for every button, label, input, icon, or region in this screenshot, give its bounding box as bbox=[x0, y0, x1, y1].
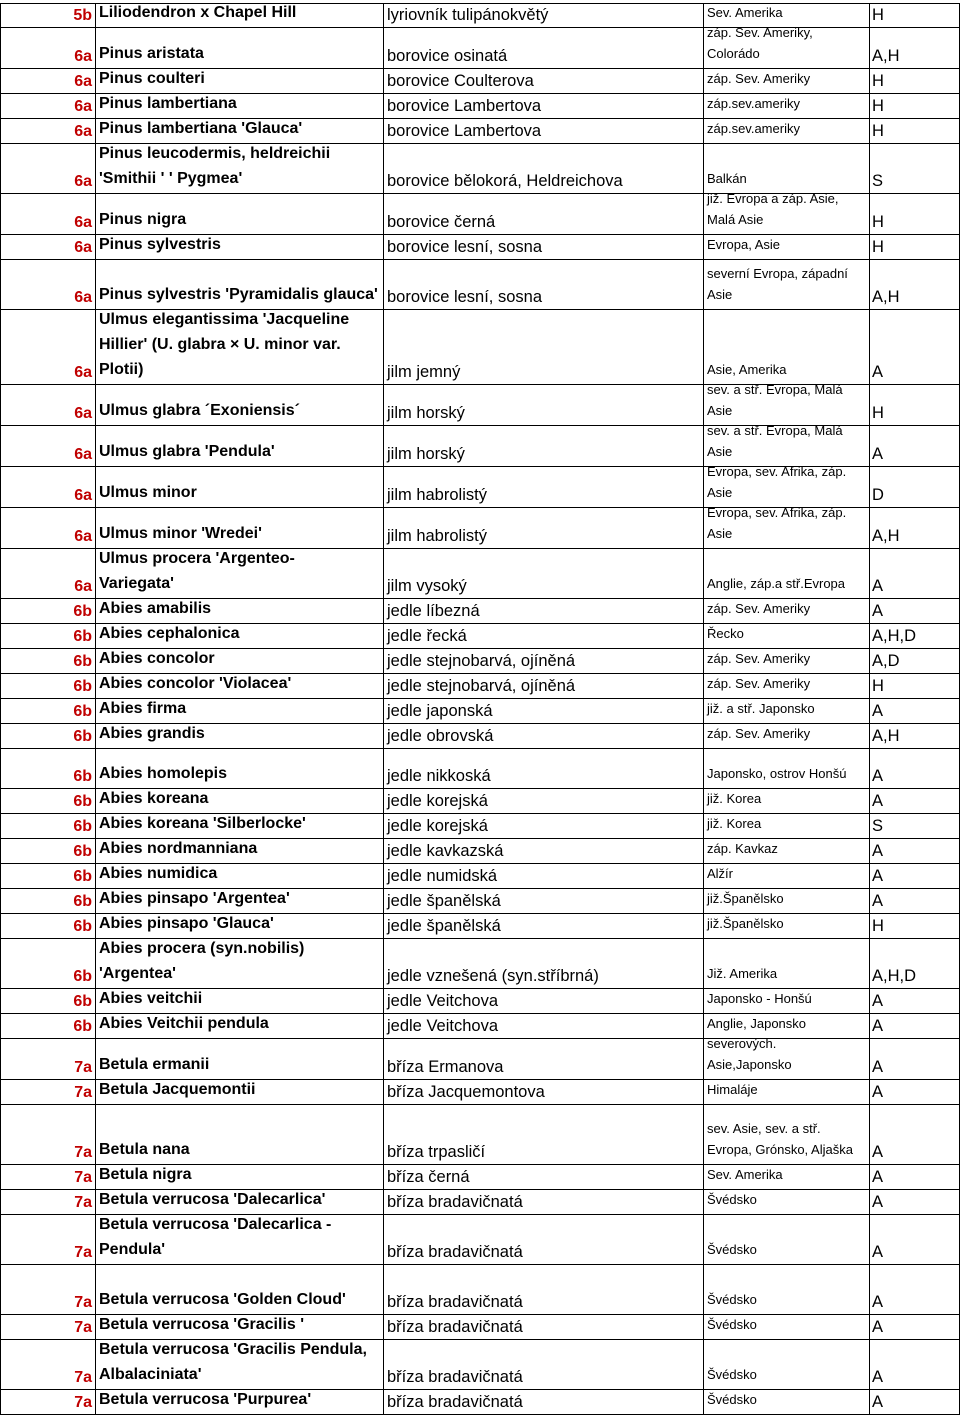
table-row bbox=[0, 599, 960, 624]
origin-cell: Anglie, Japonsko bbox=[704, 1014, 870, 1038]
use-cell: A bbox=[870, 310, 960, 384]
zone-cell: 7a bbox=[0, 1340, 96, 1389]
origin-cell: Alžír bbox=[704, 864, 870, 888]
zone-cell: 7a bbox=[0, 1390, 96, 1414]
zone-cell: 6a bbox=[0, 235, 96, 259]
use-cell: A,D bbox=[870, 649, 960, 673]
origin-cell: Řecko bbox=[704, 624, 870, 648]
use-cell: A bbox=[870, 839, 960, 863]
czech-name-cell: bříza bradavičnatá bbox=[384, 1390, 704, 1414]
czech-name-cell: jedle kavkazská bbox=[384, 839, 704, 863]
use-cell: A bbox=[870, 1165, 960, 1189]
table-row bbox=[0, 94, 960, 119]
zone-cell: 6a bbox=[0, 119, 96, 143]
latin-name-cell: Betula verrucosa 'Dalecarlica - Pendula' bbox=[96, 1215, 384, 1264]
latin-name-cell: Abies amabilis bbox=[96, 599, 384, 623]
table-row bbox=[0, 310, 960, 385]
czech-name-cell: bříza bradavičnatá bbox=[384, 1340, 704, 1389]
czech-name-cell: borovice lesní, sosna bbox=[384, 235, 704, 259]
origin-cell: záp. Sev. Ameriky, Colorádo bbox=[704, 28, 870, 68]
origin-cell: záp.sev.ameriky bbox=[704, 94, 870, 118]
origin-cell: záp. Kavkaz bbox=[704, 839, 870, 863]
zone-cell: 6b bbox=[0, 864, 96, 888]
use-cell: A bbox=[870, 549, 960, 598]
zone-cell: 7a bbox=[0, 1215, 96, 1264]
latin-name-cell: Abies pinsapo 'Argentea' bbox=[96, 889, 384, 913]
origin-cell: Japonsko, ostrov Honšú bbox=[704, 749, 870, 788]
zone-cell: 6a bbox=[0, 310, 96, 384]
latin-name-cell: Ulmus procera 'Argenteo- Variegata' bbox=[96, 549, 384, 598]
latin-name-cell: Pinus sylvestris 'Pyramidalis glauca' bbox=[96, 260, 384, 309]
table-row bbox=[0, 508, 960, 549]
czech-name-cell: jedle španělská bbox=[384, 889, 704, 913]
czech-name-cell: jilm habrolistý bbox=[384, 508, 704, 548]
zone-cell: 6b bbox=[0, 789, 96, 813]
latin-name-cell: Abies nordmanniana bbox=[96, 839, 384, 863]
table-row bbox=[0, 194, 960, 235]
use-cell: A bbox=[870, 749, 960, 788]
zone-cell: 6b bbox=[0, 814, 96, 838]
latin-name-cell: Abies veitchii bbox=[96, 989, 384, 1013]
table-row bbox=[0, 260, 960, 310]
table-row bbox=[0, 385, 960, 426]
table-row bbox=[0, 28, 960, 69]
origin-cell: Evropa, sev. Afrika, záp. Asie bbox=[704, 467, 870, 507]
table-row bbox=[0, 426, 960, 467]
table-row bbox=[0, 789, 960, 814]
origin-cell: Japonsko - Honšú bbox=[704, 989, 870, 1013]
use-cell: H bbox=[870, 94, 960, 118]
table-row bbox=[0, 1265, 960, 1315]
origin-cell: již.Španělsko bbox=[704, 914, 870, 938]
table-row bbox=[0, 649, 960, 674]
czech-name-cell: jedle stejnobarvá, ojíněná bbox=[384, 649, 704, 673]
use-cell: A,H bbox=[870, 724, 960, 748]
latin-name-cell: Ulmus glabra ´Exoniensis´ bbox=[96, 385, 384, 425]
table-row bbox=[0, 144, 960, 194]
origin-cell: již. Evropa a záp. Asie, Malá Asie bbox=[704, 194, 870, 234]
latin-name-cell: Abies pinsapo 'Glauca' bbox=[96, 914, 384, 938]
zone-cell: 6b bbox=[0, 724, 96, 748]
latin-name-cell: Abies Veitchii pendula bbox=[96, 1014, 384, 1038]
zone-cell: 6a bbox=[0, 144, 96, 193]
latin-name-cell: Betula Jacquemontii bbox=[96, 1080, 384, 1104]
use-cell: A bbox=[870, 1190, 960, 1214]
czech-name-cell: bříza Ermanova bbox=[384, 1039, 704, 1079]
origin-cell: záp. Sev. Ameriky bbox=[704, 599, 870, 623]
use-cell: A bbox=[870, 426, 960, 466]
origin-cell: severní Evropa, západní Asie bbox=[704, 260, 870, 309]
origin-cell: Švédsko bbox=[704, 1340, 870, 1389]
origin-cell: Švédsko bbox=[704, 1265, 870, 1314]
origin-cell: záp. Sev. Ameriky bbox=[704, 649, 870, 673]
origin-cell: Himaláje bbox=[704, 1080, 870, 1104]
zone-cell: 6a bbox=[0, 385, 96, 425]
czech-name-cell: bříza bradavičnatá bbox=[384, 1265, 704, 1314]
latin-name-cell: Abies cephalonica bbox=[96, 624, 384, 648]
table-row bbox=[0, 1315, 960, 1340]
latin-name-cell: Betula verrucosa 'Gracilis Pendula, Albalaciniata' bbox=[96, 1340, 384, 1389]
use-cell: A bbox=[870, 1265, 960, 1314]
czech-name-cell: jedle líbezná bbox=[384, 599, 704, 623]
czech-name-cell: borovice Lambertova bbox=[384, 94, 704, 118]
zone-cell: 6a bbox=[0, 69, 96, 93]
table-row bbox=[0, 1014, 960, 1039]
use-cell: A bbox=[870, 1340, 960, 1389]
latin-name-cell: Abies grandis bbox=[96, 724, 384, 748]
origin-cell: záp. Sev. Ameriky bbox=[704, 724, 870, 748]
use-cell: A bbox=[870, 1105, 960, 1164]
zone-cell: 6a bbox=[0, 426, 96, 466]
use-cell: A bbox=[870, 699, 960, 723]
origin-cell: Evropa, sev. Afrika, záp. Asie bbox=[704, 508, 870, 548]
zone-cell: 6a bbox=[0, 260, 96, 309]
table-row bbox=[0, 1215, 960, 1265]
czech-name-cell: jilm horský bbox=[384, 385, 704, 425]
table-row bbox=[0, 724, 960, 749]
latin-name-cell: Betula ermanii bbox=[96, 1039, 384, 1079]
use-cell: A bbox=[870, 1390, 960, 1414]
czech-name-cell: jedle vznešená (syn.stříbrná) bbox=[384, 939, 704, 988]
origin-cell: již. a stř. Japonsko bbox=[704, 699, 870, 723]
origin-cell: Sev. Amerika bbox=[704, 1165, 870, 1189]
table-row bbox=[0, 939, 960, 989]
use-cell: A,H,D bbox=[870, 624, 960, 648]
latin-name-cell: Abies numidica bbox=[96, 864, 384, 888]
latin-name-cell: Liliodendron x Chapel Hill bbox=[96, 4, 384, 27]
use-cell: A bbox=[870, 1039, 960, 1079]
zone-cell: 7a bbox=[0, 1165, 96, 1189]
czech-name-cell: borovice černá bbox=[384, 194, 704, 234]
origin-cell: severových. Asie,Japonsko bbox=[704, 1039, 870, 1079]
czech-name-cell: bříza trpasličí bbox=[384, 1105, 704, 1164]
origin-cell: záp. Sev. Ameriky bbox=[704, 69, 870, 93]
zone-cell: 6b bbox=[0, 674, 96, 698]
czech-name-cell: jedle numidská bbox=[384, 864, 704, 888]
zone-cell: 7a bbox=[0, 1080, 96, 1104]
zone-cell: 6a bbox=[0, 467, 96, 507]
latin-name-cell: Pinus sylvestris bbox=[96, 235, 384, 259]
czech-name-cell: lyriovník tulipánokvětý bbox=[384, 4, 704, 27]
zone-cell: 6b bbox=[0, 914, 96, 938]
use-cell: D bbox=[870, 467, 960, 507]
latin-name-cell: Pinus nigra bbox=[96, 194, 384, 234]
czech-name-cell: bříza bradavičnatá bbox=[384, 1190, 704, 1214]
zone-cell: 6b bbox=[0, 599, 96, 623]
latin-name-cell: Abies homolepis bbox=[96, 749, 384, 788]
use-cell: A bbox=[870, 1215, 960, 1264]
use-cell: A bbox=[870, 1014, 960, 1038]
origin-cell: Asie, Amerika bbox=[704, 310, 870, 384]
origin-cell: již. Korea bbox=[704, 789, 870, 813]
czech-name-cell: jedle nikkoská bbox=[384, 749, 704, 788]
table-row bbox=[0, 3, 960, 28]
latin-name-cell: Pinus leucodermis, heldreichii 'Smithii ' ' Pygmea' bbox=[96, 144, 384, 193]
zone-cell: 6b bbox=[0, 699, 96, 723]
czech-name-cell: jedle Veitchova bbox=[384, 1014, 704, 1038]
origin-cell: záp. Sev. Ameriky bbox=[704, 674, 870, 698]
table-row bbox=[0, 624, 960, 649]
use-cell: A bbox=[870, 889, 960, 913]
origin-cell: již.Španělsko bbox=[704, 889, 870, 913]
table-row bbox=[0, 1080, 960, 1105]
czech-name-cell: jedle japonská bbox=[384, 699, 704, 723]
use-cell: A bbox=[870, 599, 960, 623]
use-cell: H bbox=[870, 194, 960, 234]
zone-cell: 6a bbox=[0, 508, 96, 548]
use-cell: S bbox=[870, 144, 960, 193]
latin-name-cell: Abies firma bbox=[96, 699, 384, 723]
table-row bbox=[0, 1390, 960, 1415]
table-row bbox=[0, 69, 960, 94]
czech-name-cell: jedle korejská bbox=[384, 789, 704, 813]
latin-name-cell: Ulmus elegantissima 'Jacqueline Hillier' (U. glabra × U. minor var. Plotii) bbox=[96, 310, 384, 384]
czech-name-cell: jilm jemný bbox=[384, 310, 704, 384]
use-cell: A,H bbox=[870, 28, 960, 68]
origin-cell: sev. a stř. Evropa, Malá Asie bbox=[704, 426, 870, 466]
table-row bbox=[0, 864, 960, 889]
table-row bbox=[0, 914, 960, 939]
origin-cell: Švédsko bbox=[704, 1390, 870, 1414]
latin-name-cell: Ulmus minor bbox=[96, 467, 384, 507]
use-cell: H bbox=[870, 4, 960, 27]
table-row bbox=[0, 235, 960, 260]
use-cell: H bbox=[870, 69, 960, 93]
table-row bbox=[0, 1165, 960, 1190]
czech-name-cell: jilm vysoký bbox=[384, 549, 704, 598]
table-row bbox=[0, 1190, 960, 1215]
origin-cell: Sev. Amerika bbox=[704, 4, 870, 27]
origin-cell: Evropa, Asie bbox=[704, 235, 870, 259]
czech-name-cell: jilm habrolistý bbox=[384, 467, 704, 507]
use-cell: A bbox=[870, 789, 960, 813]
czech-name-cell: bříza Jacquemontova bbox=[384, 1080, 704, 1104]
zone-cell: 6b bbox=[0, 939, 96, 988]
table-row bbox=[0, 839, 960, 864]
zone-cell: 5b bbox=[0, 4, 96, 27]
zone-cell: 7a bbox=[0, 1190, 96, 1214]
czech-name-cell: jedle řecká bbox=[384, 624, 704, 648]
table-row bbox=[0, 814, 960, 839]
latin-name-cell: Betula verrucosa 'Purpurea' bbox=[96, 1390, 384, 1414]
origin-cell: Švédsko bbox=[704, 1315, 870, 1339]
zone-cell: 6b bbox=[0, 839, 96, 863]
latin-name-cell: Betula verrucosa 'Dalecarlica' bbox=[96, 1190, 384, 1214]
zone-cell: 6b bbox=[0, 989, 96, 1013]
table-row bbox=[0, 1105, 960, 1165]
zone-cell: 6a bbox=[0, 194, 96, 234]
czech-name-cell: jedle korejská bbox=[384, 814, 704, 838]
czech-name-cell: borovice osinatá bbox=[384, 28, 704, 68]
origin-cell: sev. a stř. Evropa, Malá Asie bbox=[704, 385, 870, 425]
table-row bbox=[0, 889, 960, 914]
origin-cell: záp.sev.ameriky bbox=[704, 119, 870, 143]
use-cell: H bbox=[870, 235, 960, 259]
czech-name-cell: jedle obrovská bbox=[384, 724, 704, 748]
use-cell: A,H bbox=[870, 508, 960, 548]
table-row bbox=[0, 549, 960, 599]
czech-name-cell: jedle španělská bbox=[384, 914, 704, 938]
table-row bbox=[0, 119, 960, 144]
latin-name-cell: Betula nigra bbox=[96, 1165, 384, 1189]
latin-name-cell: Pinus lambertiana bbox=[96, 94, 384, 118]
latin-name-cell: Abies concolor 'Violacea' bbox=[96, 674, 384, 698]
table-row bbox=[0, 467, 960, 508]
latin-name-cell: Pinus aristata bbox=[96, 28, 384, 68]
czech-name-cell: borovice lesní, sosna bbox=[384, 260, 704, 309]
latin-name-cell: Ulmus minor 'Wredei' bbox=[96, 508, 384, 548]
origin-cell: Švédsko bbox=[704, 1190, 870, 1214]
czech-name-cell: jilm horský bbox=[384, 426, 704, 466]
zone-cell: 6b bbox=[0, 624, 96, 648]
latin-name-cell: Ulmus glabra 'Pendula' bbox=[96, 426, 384, 466]
latin-name-cell: Abies koreana 'Silberlocke' bbox=[96, 814, 384, 838]
origin-cell: sev. Asie, sev. a stř. Evropa, Grónsko, Aljaška bbox=[704, 1105, 870, 1164]
latin-name-cell: Abies concolor bbox=[96, 649, 384, 673]
table-row bbox=[0, 674, 960, 699]
origin-cell: Anglie, záp.a stř.Evropa bbox=[704, 549, 870, 598]
latin-name-cell: Abies procera (syn.nobilis) 'Argentea' bbox=[96, 939, 384, 988]
zone-cell: 7a bbox=[0, 1315, 96, 1339]
zone-cell: 6a bbox=[0, 28, 96, 68]
czech-name-cell: jedle stejnobarvá, ojíněná bbox=[384, 674, 704, 698]
zone-cell: 6b bbox=[0, 749, 96, 788]
czech-name-cell: borovice Lambertova bbox=[384, 119, 704, 143]
use-cell: S bbox=[870, 814, 960, 838]
use-cell: A,H,D bbox=[870, 939, 960, 988]
use-cell: A,H bbox=[870, 260, 960, 309]
table-row bbox=[0, 749, 960, 789]
czech-name-cell: borovice Coulterova bbox=[384, 69, 704, 93]
czech-name-cell: bříza bradavičnatá bbox=[384, 1215, 704, 1264]
origin-cell: Již. Amerika bbox=[704, 939, 870, 988]
czech-name-cell: bříza černá bbox=[384, 1165, 704, 1189]
zone-cell: 7a bbox=[0, 1105, 96, 1164]
latin-name-cell: Betula verrucosa 'Golden Cloud' bbox=[96, 1265, 384, 1314]
czech-name-cell: bříza bradavičnatá bbox=[384, 1315, 704, 1339]
use-cell: H bbox=[870, 674, 960, 698]
zone-cell: 6a bbox=[0, 94, 96, 118]
origin-cell: Švédsko bbox=[704, 1215, 870, 1264]
table-row bbox=[0, 1039, 960, 1080]
table-row bbox=[0, 699, 960, 724]
zone-cell: 7a bbox=[0, 1265, 96, 1314]
zone-cell: 7a bbox=[0, 1039, 96, 1079]
use-cell: A bbox=[870, 1315, 960, 1339]
zone-cell: 6a bbox=[0, 549, 96, 598]
use-cell: H bbox=[870, 914, 960, 938]
zone-cell: 6b bbox=[0, 649, 96, 673]
zone-cell: 6b bbox=[0, 1014, 96, 1038]
table-row bbox=[0, 1340, 960, 1390]
table-row bbox=[0, 989, 960, 1014]
latin-name-cell: Betula nana bbox=[96, 1105, 384, 1164]
latin-name-cell: Pinus coulteri bbox=[96, 69, 384, 93]
czech-name-cell: borovice bělokorá, Heldreichova bbox=[384, 144, 704, 193]
zone-cell: 6b bbox=[0, 889, 96, 913]
latin-name-cell: Abies koreana bbox=[96, 789, 384, 813]
origin-cell: již. Korea bbox=[704, 814, 870, 838]
use-cell: A bbox=[870, 864, 960, 888]
latin-name-cell: Pinus lambertiana 'Glauca' bbox=[96, 119, 384, 143]
use-cell: A bbox=[870, 1080, 960, 1104]
czech-name-cell: jedle Veitchova bbox=[384, 989, 704, 1013]
use-cell: H bbox=[870, 385, 960, 425]
use-cell: H bbox=[870, 119, 960, 143]
latin-name-cell: Betula verrucosa 'Gracilis ' bbox=[96, 1315, 384, 1339]
use-cell: A bbox=[870, 989, 960, 1013]
origin-cell: Balkán bbox=[704, 144, 870, 193]
